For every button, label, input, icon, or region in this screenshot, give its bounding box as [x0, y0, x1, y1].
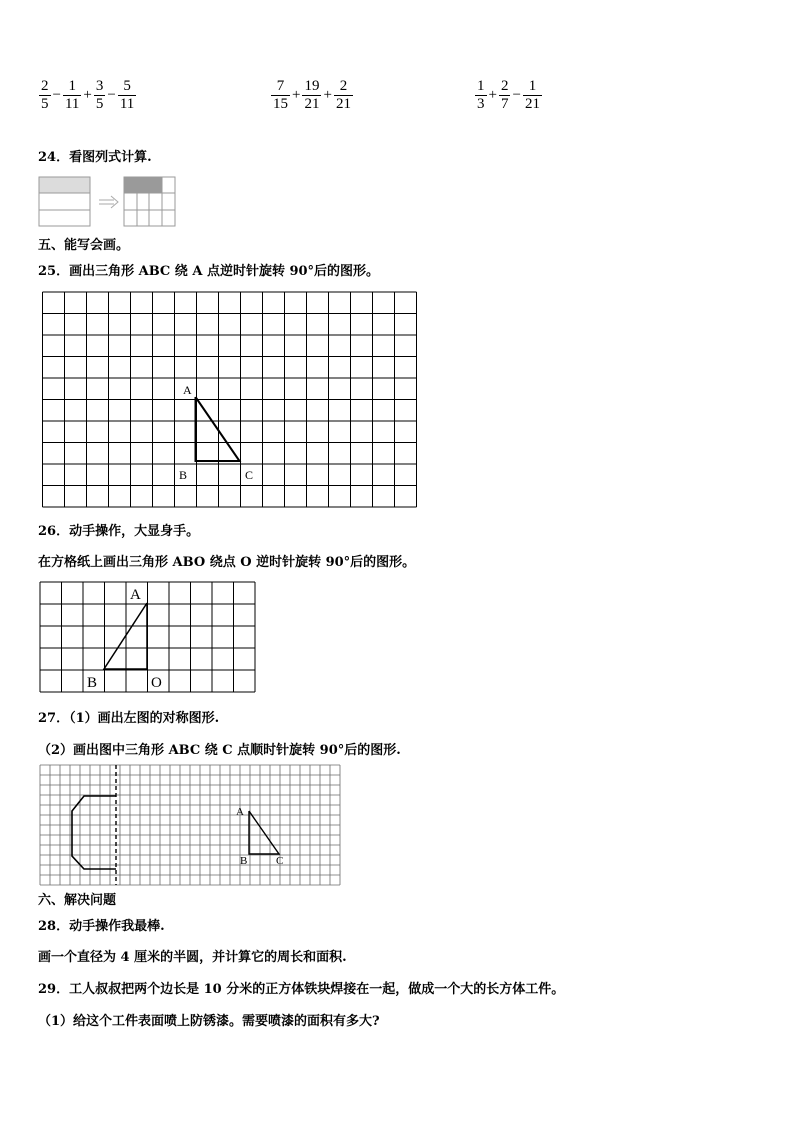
- triangle-abc: [196, 397, 240, 461]
- numerator: 2: [41, 78, 49, 94]
- operator: +: [292, 87, 301, 103]
- arrow-icon: [99, 196, 118, 208]
- denominator: 3: [477, 96, 485, 112]
- denominator: 15: [273, 96, 288, 112]
- numerator: 1: [68, 78, 76, 94]
- label-b: B: [240, 855, 248, 867]
- label-a: A: [130, 587, 141, 603]
- denominator: 21: [335, 96, 351, 112]
- question-26-grid: [39, 581, 257, 693]
- question-29-title: 29．工人叔叔把两个边长是 10 分米的正方体铁块焊接在一起，做成一个大的长方体工件。: [38, 982, 565, 997]
- question-25-title: 25．画出三角形 ABC 绕 A 点逆时针旋转 90°后的图形。: [38, 264, 380, 279]
- label-b: B: [87, 675, 98, 691]
- question-27-grid: [38, 763, 344, 887]
- numerator: 1: [477, 78, 485, 94]
- fraction: [475, 78, 487, 113]
- question-26-subtitle: 在方格纸上画出三角形 ABO 绕点 O 逆时针旋转 90°后的图形。: [38, 555, 416, 570]
- question-24-figure: [38, 174, 188, 228]
- numerator: 3: [95, 78, 104, 94]
- fraction: [334, 78, 353, 113]
- operator: −: [107, 87, 116, 103]
- denominator: 11: [64, 96, 80, 112]
- numerator: 5: [123, 78, 131, 94]
- question-26-title: 26．动手操作，大显身手。: [38, 524, 200, 539]
- half-octagon: [72, 796, 116, 869]
- denominator: 21: [304, 96, 320, 112]
- denominator: 7: [500, 96, 509, 112]
- label-a: A: [236, 806, 244, 818]
- numerator: 7: [276, 78, 285, 94]
- operator: +: [83, 87, 92, 103]
- numerator: 2: [500, 78, 509, 94]
- fraction: [118, 78, 136, 113]
- numerator: 19: [304, 78, 320, 94]
- denominator: 11: [119, 96, 135, 112]
- label-c: C: [245, 468, 254, 482]
- fraction: [94, 78, 106, 113]
- question-27-title-2: （2）画出图中三角形 ABC 绕 C 点顺时针旋转 90°后的图形.: [38, 743, 401, 758]
- section-6-heading: 六、解决问题: [38, 893, 117, 908]
- operator: +: [323, 87, 332, 103]
- operator: −: [52, 87, 61, 103]
- operator: +: [488, 87, 497, 103]
- numerator: 1: [528, 78, 537, 94]
- expression-1: [38, 78, 137, 113]
- fraction: [39, 78, 51, 113]
- label-b: B: [179, 468, 188, 482]
- question-29-subtitle: （1）给这个工件表面喷上防锈漆。需要喷漆的面积有多大?: [38, 1014, 380, 1029]
- expression-2: [270, 78, 354, 113]
- denominator: 5: [95, 96, 104, 112]
- numerator: 2: [339, 78, 348, 94]
- denominator: 5: [41, 96, 49, 112]
- operator: −: [512, 87, 521, 103]
- triangle-abc: [249, 811, 279, 854]
- fraction: [523, 78, 542, 113]
- question-28-title: 28．动手操作我最棒.: [38, 919, 165, 934]
- right-rectangle-shaded-part: [124, 177, 162, 193]
- question-28-subtitle: 画一个直径为 4 厘米的半圆，并计算它的周长和面积.: [38, 950, 347, 965]
- fraction: [302, 78, 321, 113]
- expression-3: [474, 78, 543, 113]
- label-a: A: [183, 383, 192, 397]
- denominator: 21: [524, 96, 540, 112]
- fraction: [271, 78, 290, 113]
- question-25-grid: [38, 288, 422, 510]
- label-o: O: [151, 675, 162, 691]
- section-5-heading: 五、能写会画。: [38, 238, 130, 253]
- question-27-title-1: 27．（1）画出左图的对称图形.: [38, 711, 220, 726]
- fraction: [63, 78, 81, 113]
- fraction: [499, 78, 511, 113]
- left-rectangle-shaded-part: [39, 177, 90, 193]
- question-24-title: 24．看图列式计算.: [38, 150, 152, 165]
- label-c: C: [276, 855, 284, 867]
